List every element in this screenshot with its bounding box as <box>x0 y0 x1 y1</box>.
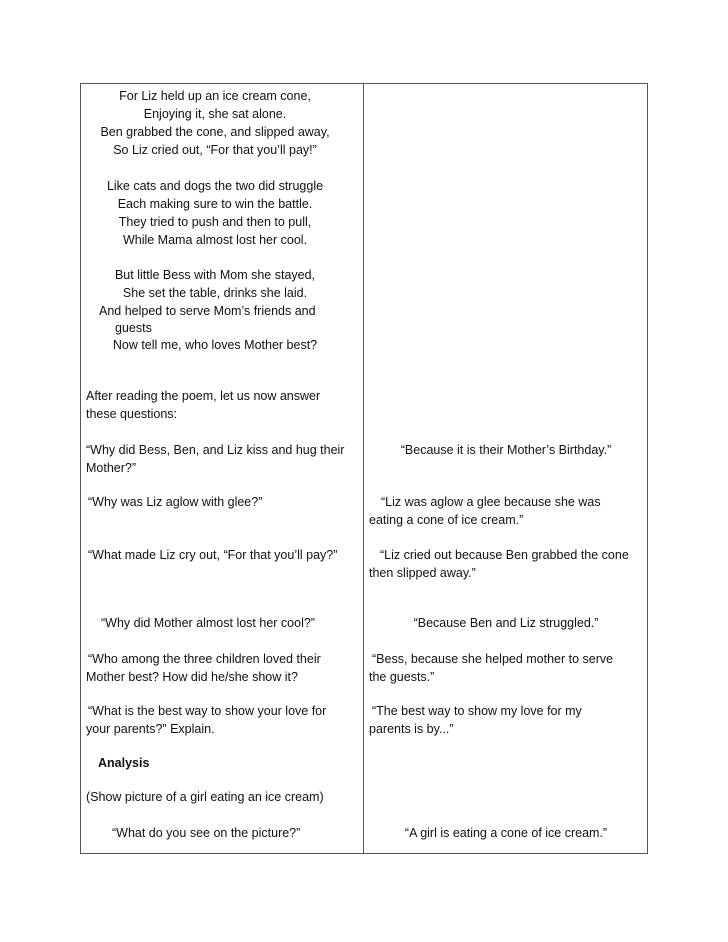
intro-text: After reading the poem, let us now answer <box>86 389 321 403</box>
poem-line: For Liz held up an ice cream cone, <box>119 89 311 103</box>
answer: the guests.” <box>369 670 435 684</box>
poem-line: While Mama almost lost her cool. <box>122 233 308 247</box>
answer: “Because Ben and Liz struggled.” <box>413 616 599 630</box>
poem-line: Enjoying it, she sat alone. <box>143 107 287 121</box>
poem-line: And helped to serve Mom’s friends and <box>99 304 316 318</box>
question: Mother?” <box>86 461 137 475</box>
poem-line: Now tell me, who loves Mother best? <box>112 338 318 352</box>
poem-line: But little Bess with Mom she stayed, <box>114 268 316 282</box>
poem-line: They tried to push and then to pull, <box>118 215 312 229</box>
analysis-heading: Analysis <box>98 756 150 770</box>
question: “What is the best way to show your love for <box>88 704 327 718</box>
question: “What made Liz cry out, “For that you’ll pay?” <box>88 548 338 562</box>
answer: “Bess, because she helped mother to serve <box>372 652 614 666</box>
question: Mother best? How did he/she show it? <box>86 670 298 684</box>
poem-line: Like cats and dogs the two did struggle <box>106 179 324 193</box>
answer: “Liz cried out because Ben grabbed the cone <box>380 548 629 562</box>
poem-line: guests <box>115 321 152 335</box>
answer: “Because it is their Mother’s Birthday.” <box>400 443 612 457</box>
question: “Why did Mother almost lost her cool?” <box>101 616 315 630</box>
answer: “Liz was aglow a glee because she was <box>381 495 601 509</box>
answer: parents is by...” <box>369 722 454 736</box>
answer: “A girl is eating a cone of ice cream.” <box>404 826 608 840</box>
poem-line: So Liz cried out, “For that you’ll pay!” <box>113 143 317 157</box>
poem-line: She set the table, drinks she laid. <box>122 286 308 300</box>
intro-text: these questions: <box>86 407 178 421</box>
poem-line: Each making sure to win the battle. <box>117 197 313 211</box>
question: your parents?” Explain. <box>86 722 215 736</box>
question: “Who among the three children loved their <box>88 652 321 666</box>
column-divider <box>363 83 364 854</box>
question: “Why did Bess, Ben, and Liz kiss and hug their <box>86 443 345 457</box>
question: “What do you see on the picture?” <box>112 826 301 840</box>
poem-line: Ben grabbed the cone, and slipped away, <box>100 125 330 139</box>
answer: eating a cone of ice cream.” <box>369 513 524 527</box>
question: “Why was Liz aglow with glee?” <box>88 495 263 509</box>
answer: then slipped away.” <box>369 566 476 580</box>
answer: “The best way to show my love for my <box>372 704 582 718</box>
analysis-note: (Show picture of a girl eating an ice cream) <box>86 790 324 804</box>
